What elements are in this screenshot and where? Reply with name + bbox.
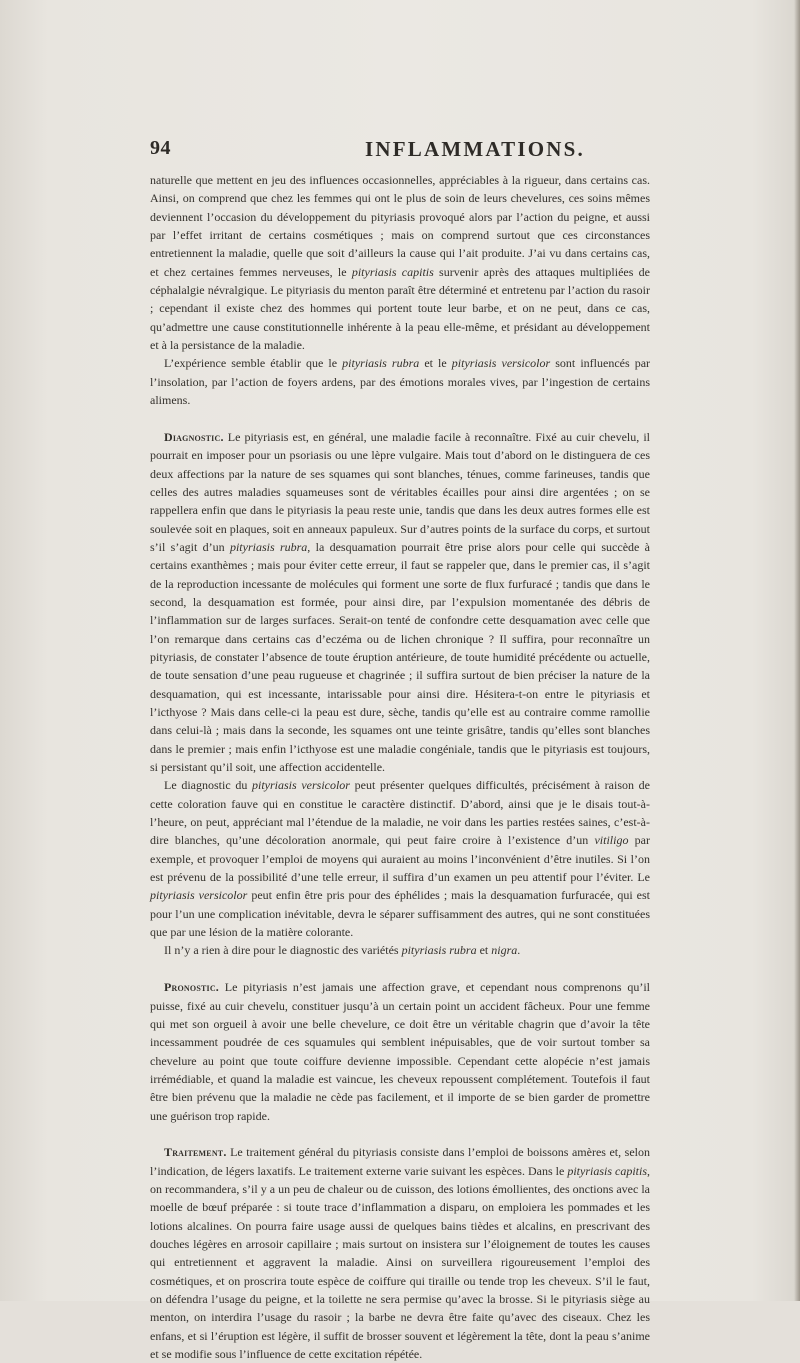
paragraph-diagnostic: Diagnostic. Le pityriasis est, en général, une maladie facile à reconnaître. Fixé au cuir chevelu, il pourrait en imposer pour un psoriasis ou une lèpre vulgaire. Mais tout d’abord on le distinguera de ces deux affections par la nature de ses squames qui sont blanches, ténues, comme farineuses, tandis que celles des autres maladies squameuses sont de véritables écailles pour ainsi dire argentées ; on se rappellera enfin que dans le pityriasis la peau reste unie, tandis que dans les deux autres formes elle est soulevée soit en plaques, soit en anneaux papuleux. Sur d’autres points de la surface du corps, et surtout s’il s’agit d’un pityriasis rubra, la desquamation pourrait être prise alors pour celle qui succède à certains exanthèmes ; mais pour éviter cette erreur, il faut se rappeler que, dans le premier cas, il s’agit de la reproduction incessante de molécules qui forment une sorte de flux furfuracé ; tandis que dans le second, la desquamation est formée, pour ainsi dire, par l’expulsion momentanée des débris de l’inflammation sur de larges surfaces. Serait-on tenté de confondre cette desquamation avec celle que l’on remarque dans certains cas d’eczéma ou de lichen chronique ? Il suffira, pour reconnaître un pityriasis, de constater l’absence de toute éruption antérieure, de toute humidité précédente ou actuelle, de toute sensation d’une peau rugueuse et chagrinée ; il suffira surtout de bien préciser la nature de la desquamation, qui est incessante, intarissable pour ainsi dire. Hésitera-t-on entre le pityriasis et l’icthyose ? Mais dans celle-ci la peau est dure, sèche, tandis qu’elle est au contraire comme ramollie dans celui-là ; mais dans la seconde, les squames ont une teinte grisâtre, tandis qu’elles sont blanches dans le premier ; mais enfin l’icthyose est une maladie congéniale, tandis que le pityriasis est toujours, si persistant qu’il soit, une affection accidentelle. <box>150 429 651 775</box>
section-heading-traitement: Traitement. <box>164 1145 227 1160</box>
paragraph-pronostic: Pronostic. Le pityriasis n’est jamais une affection grave, et cependant nous comprenons qu’il puisse, fixé au cuir chevelu, constituer jusqu’à un certain point un accident fâcheux. Pour une femme qui met son orgueil à avoir une belle chevelure, ce doit être un véritable chagrin que d’avoir la tête incessamment poudrée de ces squamules qui semblent inépuisables, que de voir surtout tomber sa chevelure au point que toute coiffure devienne impossible. Cependant cette alopécie n’est jamais irrémédiable, et quand la maladie est vaincue, les cheveux repoussent complétement. Toutefois il faut être bien prévenu que la maladie ne cède pas facilement, et il importe de se bien garder de promettre une guérison trop rapide. <box>150 980 650 1123</box>
paragraph-diagnostic-versicolor: Le diagnostic du pityriasis versicolor peut présenter quelques difficultés, précisément à raison de cette coloration fauve qui en constitue le caractère distinctif. D’abord, ainsi que je le disais tout-à-l’heure, on peut, appréciant mal l’étendue de la maladie, ne voir dans les parties restées saines, c’est-à-dire blanches, qu’une décoloration anormale, qui peut faire croire à l’existence d’un vitiligo par exemple, et provoquer l’emploi de moyens qui auraient au moins l’inconvénient d’être inutiles. Si l’on est prévenu de la possibilité d’une telle erreur, il suffira d’un examen un peu attentif pour l’éviter. Le pityriasis versicolor peut enfin être pris pour des éphélides ; mais la desquamation furfuracée, qui est pour l’un une complication inévitable, devra le séparer suffisamment des autres, qui ne sont constituées que par une lésion de la matière colorante. <box>150 778 651 940</box>
page-header <box>150 137 650 167</box>
paragraph-experience: L’expérience semble établir que le pityriasis rubra et le pityriasis versicolor sont influencés par l’insolation, par l’action de foyers ardens, par des émotions morales vives, par l’ingestion de certains alimens. <box>150 356 651 408</box>
section-heading-diagnostic: Diagnostic. <box>164 429 224 444</box>
page-edge-shadow <box>794 0 800 1301</box>
paragraph-causes-continued: naturelle que mettent en jeu des influences occasionnelles, appréciables à la rigueur, dans certains cas. Ainsi, on comprend que chez les femmes qui ont le plus de soin de leurs chevelures, ces soins mêmes deviennent l’occasion du développement du pityriasis provoqué alors par l’action du peigne, et aussi par l’effet irritant de certains cosmétiques ; mais on comprend surtout que ces circonstances entretiennent la maladie, quelle que soit d’ailleurs la cause qui l’ait produite. J’ai vu dans certains cas, et chez certaines femmes nerveuses, le pityriasis capitis survenir après des attaques multipliées de céphalalgie névralgique. Le pityriasis du menton paraît être déterminé et entretenu par l’action du rasoir ; cependant il existe chez des hommes qui portent toute leur barbe, et on ne peut, dans ce cas, qu’admettre une cause constitutionnelle inhérente à la peau elle-même, et présidant au développement et à la persistance de la maladie. <box>150 173 650 353</box>
page-number: 94 <box>150 137 171 159</box>
text-body <box>150 171 650 1363</box>
paragraph-diagnostic-varieties: Il n’y a rien à dire pour le diagnostic des variétés pityriasis rubra et nigra. <box>164 943 521 958</box>
section-heading-pronostic: Pronostic. <box>164 980 220 995</box>
running-head: INFLAMMATIONS. <box>365 137 585 161</box>
paragraph-traitement: Traitement. Le traitement général du pityriasis consiste dans l’emploi de boissons amères et, selon l’indication, de légers laxatifs. Le traitement externe varie suivant les espèces. Dans le pityriasis capitis, on recommandera, s’il y a un peu de chaleur ou de cuisson, des lotions émollientes, des onctions avec la moelle de bœuf préparée : si toute trace d’inflammation a disparu, on emploiera les pommades et les lotions alcalines. On pourra faire usage aussi de quelques bains tièdes et alcalins, en prescrivant des douches légères en arrosoir capillaire ; mais surtout on insistera sur l’éloignement de toutes les causes qui entretiennent et aggravent la maladie. Ainsi on surveillera rigoureusement l’emploi des cosmétiques, et on proscrira toute espèce de coiffure qui tiraille ou tende trop les cheveux. S’il le faut, on défendra l’usage du peigne, et la toilette ne sera permise qu’avec la brosse. Si le pityriasis siège au menton, on interdira l’usage du rasoir ; la barbe ne devra être faite qu’avec des ciseaux. Chez les enfans, et si l’éruption est légère, il suffit de brosser souvent et légèrement la tête, dont la peau s’anime et se modifie sous l’influence de cette excitation répétée. <box>150 1145 651 1362</box>
